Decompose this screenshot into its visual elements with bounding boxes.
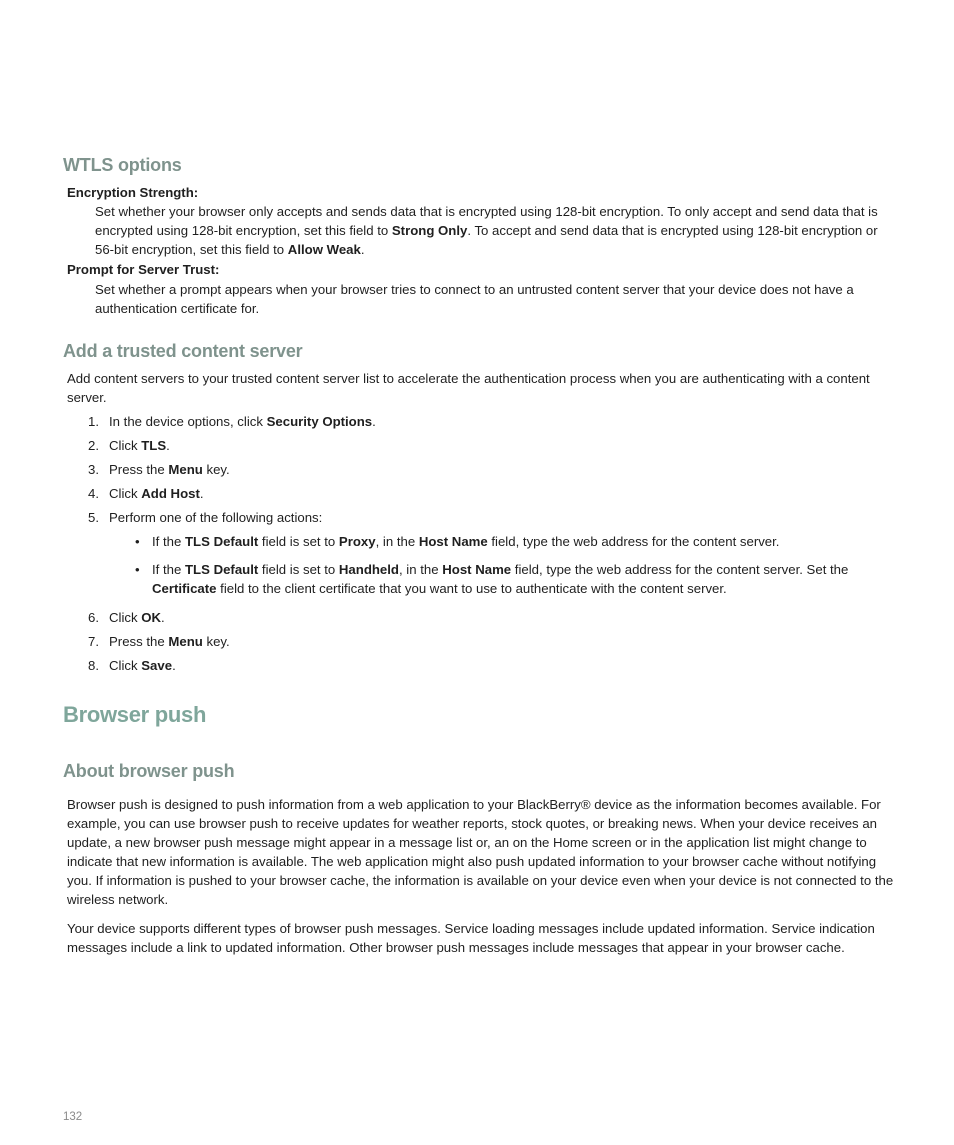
section-heading-wtls: WTLS options — [63, 155, 182, 175]
page-number: 132 — [63, 1111, 83, 1123]
about-browser-push-para-2: Your device supports different types of browser push messages. Service loading messages include updated information. Service indication messages include a link to updated information. Other browser push messages include messages that appear in your browser cache. — [67, 921, 875, 955]
trusted-intro: Add content servers to your trusted content server list to accelerate the authentication process when you are authenticating with a content server. — [67, 371, 870, 405]
desc-prompt-server-trust: Set whether a prompt appears when your browser tries to connect to an untrusted content server that your device does not have a authentication certificate for. — [95, 282, 854, 316]
document-page: WTLS options Encryption Strength: Set whether your browser only accepts and sends data that is encrypted using 128-bit encryption. To only accept and send data that is encrypted using 128-bit encryption, set this field to Strong Only. To accept and send data that is encrypted using 128-bit encryption or 56-bit encryption, set this field to Allow Weak. Prompt for Server Trust: Set whether a prompt appears when your browser tries to connect to an untrusted content server that your device does not have a authentication certificate for. Add a trusted content server Add content servers to your trusted content server list to accelerate the authentication process when you are authenticating with a content server. 1. In the device options, click Security Options. 2. Click TLS. 3. Press the Menu key. 4. Click Add Host. 5. Perform one of the following actions: • If the TLS Default field is set to Proxy, in the Host Name field, type the web address for the content server. • If the TLS Default field is set to Handheld, in the Host Name field, type the web address for the content server. Set the Certificate field to the client certificate that you want to use to authenticate with the content server. 6. Click OK. 7. Press the Menu key. 8. Click Save. Browser push About browser push Browser push is designed to push information from a web application to your BlackBerry® device as the information becomes available. For example, you can use browser push to receive updates for weather reports, stock quotes, or breaking news. When your device receives an update, a new browser push message might appear in a message list or, an on the Home screen or in the application list might change to indicate that new information is available. The web application might also push updated information to your browser cache without notifying you. If information is pushed to your browser cache, the information is available on your device even when your device is not connected to the wireless network. Your device supports different types of browser push messages. Service loading messages include updated information. Service indication messages include a link to updated information. Other browser push messages include messages that appear in your browser cache. 132 — [63, 155, 894, 1123]
term-prompt-server-trust: Prompt for Server Trust: — [67, 262, 220, 277]
term-encryption-strength: Encryption Strength: — [67, 185, 199, 200]
desc-encryption-strength: Set whether your browser only accepts and sends data that is encrypted using 128-bit encryption. To only accept and send data that is encrypted using 128-bit encryption, set this field to Strong Only. To accept and send data that is encrypted using 128-bit encryption or 56-bit encryption, set this field to Allow Weak. — [95, 204, 878, 257]
section-heading-trusted-server: Add a trusted content server — [63, 341, 303, 361]
about-browser-push-para-1: Browser push is designed to push information from a web application to your BlackBerry® device as the information becomes available. For example, you can use browser push to receive updates for weather reports, stock quotes, or breaking news. When your device receives an update, a new browser push message might appear in a message list or, an on the Home screen or in the application list might change to indicate that new information is available. The web application might also push updated information to your browser cache without notifying you. If information is pushed to your browser cache, the information is available on your device even when your device is not connected to the wireless network. — [67, 797, 894, 907]
section-heading-about-browser-push: About browser push — [63, 761, 235, 781]
chapter-heading-browser-push: Browser push — [63, 702, 207, 727]
